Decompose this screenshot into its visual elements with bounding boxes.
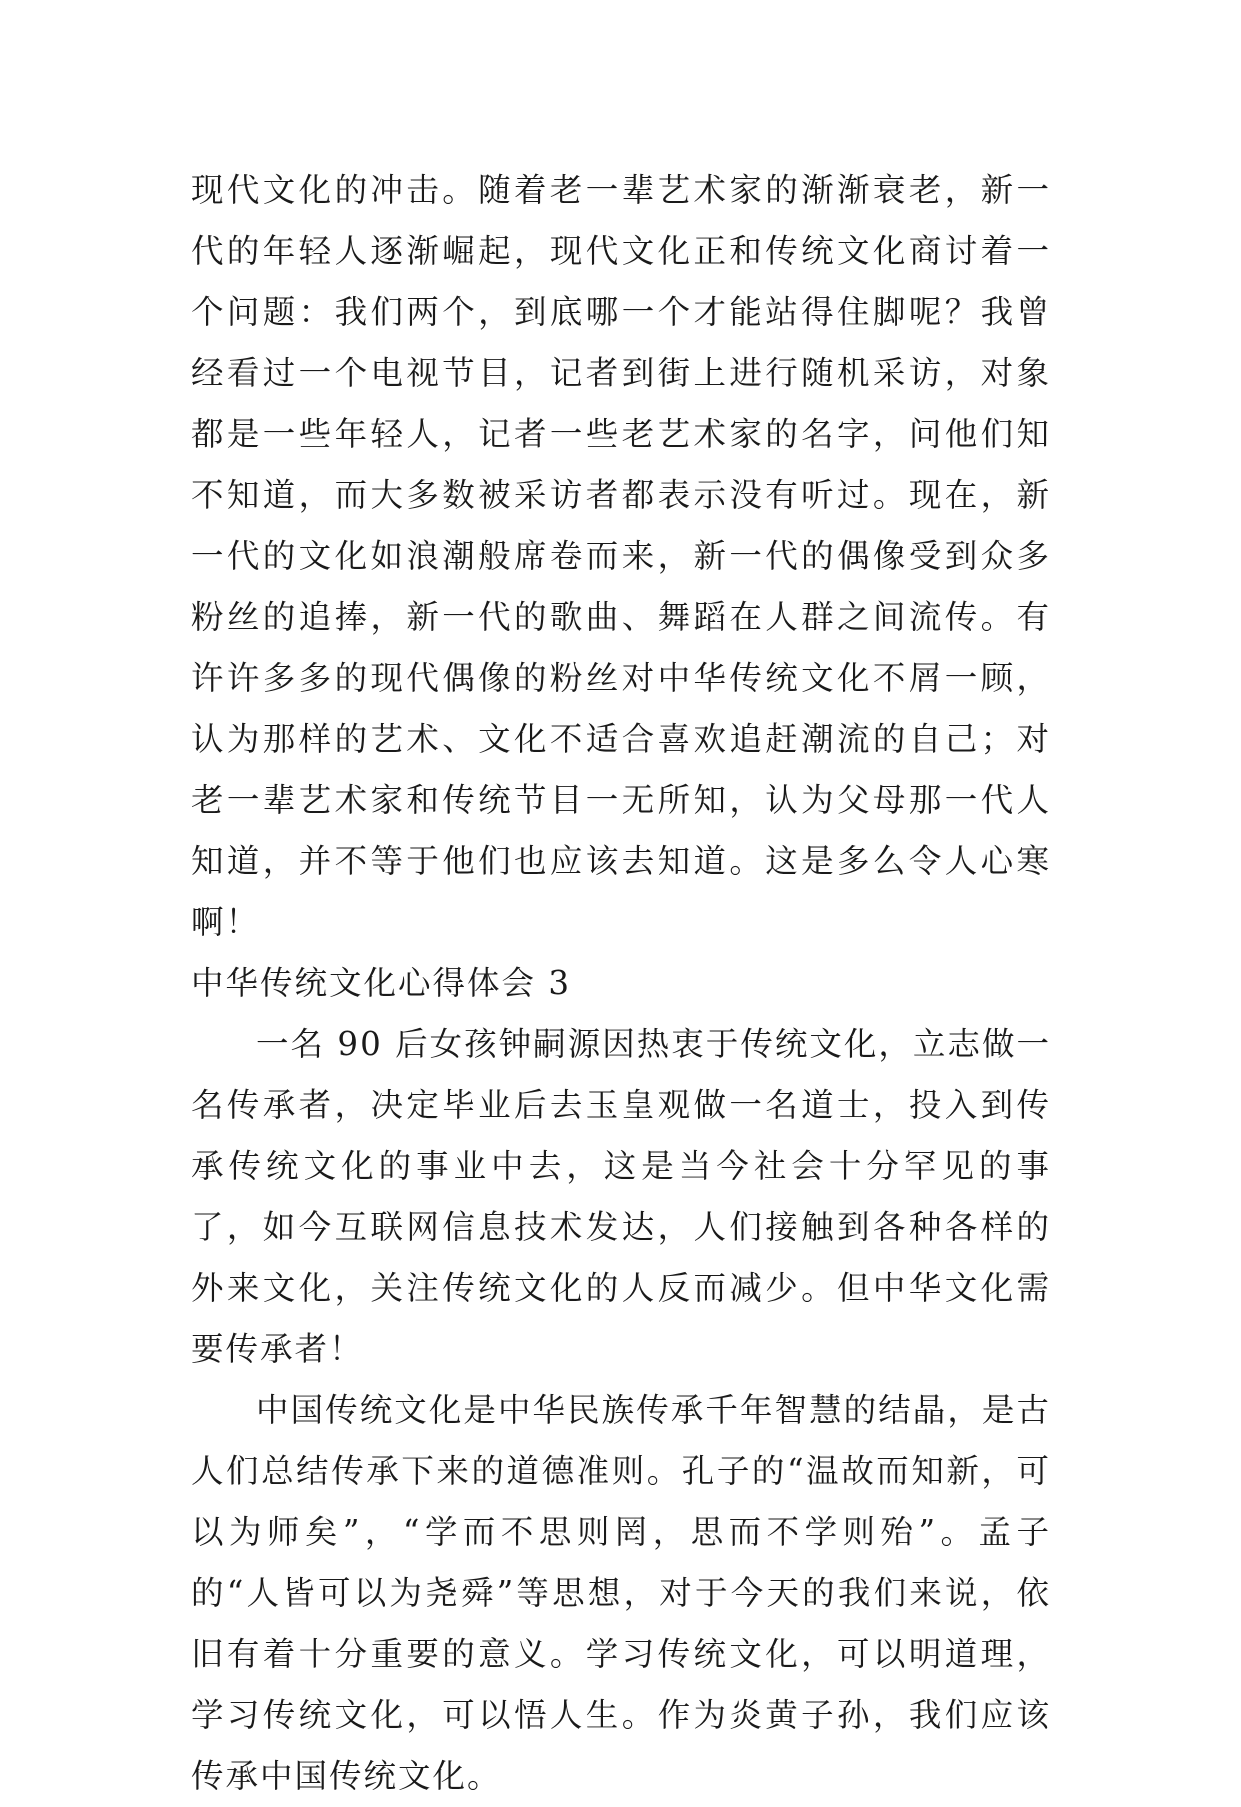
- body-paragraph: 现代文化的冲击。随着老一辈艺术家的渐渐衰老，新一代的年轻人逐渐崛起，现代文化正和传统文化商讨着一个问题：我们两个，到底哪一个才能站得住脚呢？我曾经看过一个电视节目，记者到街上进行随机采访，对象都是一些年轻人，记者一些老艺术家的名字，问他们知不知道，而大多数被采访者都表示没有听过。现在，新一代的文化如浪潮般席卷而来，新一代的偶像受到众多粉丝的追捧，新一代的歌曲、舞蹈在人群之间流传。有许许多多的现代偶像的粉丝对中华传统文化不屑一顾，认为那样的艺术、文化不适合喜欢追赶潮流的自己；对老一辈艺术家和传统节目一无所知，认为父母那一代人知道，并不等于他们也应该去知道。这是多么令人心寒啊！: [191, 171, 1051, 941]
- body-paragraph: 中国传统文化是中华民族传承千年智慧的结晶，是古人们总结传承下来的道德准则。孔子的“温故而知新，可以为师矣”，“学而不思则罔，思而不学则殆”。孟子的“人皆可以为尧舜”等思想，对于今天的我们来说，依旧有着十分重要的意义。学习传统文化，可以明道理，学习传统文化，可以悟人生。作为炎黄子孙，我们应该传承中国传统文化。: [191, 1391, 1051, 1795]
- section-heading: 中华传统文化心得体会 3: [191, 964, 572, 1002]
- body-paragraph: 一名 90 后女孩钟嗣源因热衷于传统文化，立志做一名传承者，决定毕业后去玉皇观做一名道士，投入到传承传统文化的事业中去，这是当今社会十分罕见的事了，如今互联网信息技术发达，人们接触到各种各样的外来文化，关注传统文化的人反而减少。但中华文化需要传承者！: [191, 1025, 1051, 1368]
- document-body: [191, 160, 1051, 1807]
